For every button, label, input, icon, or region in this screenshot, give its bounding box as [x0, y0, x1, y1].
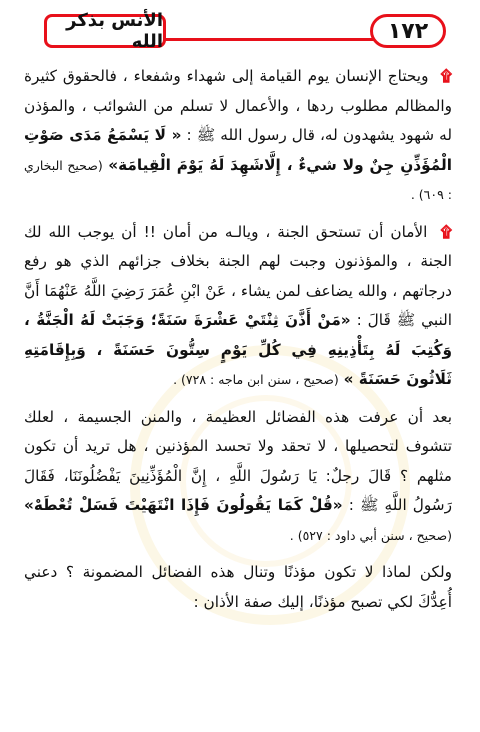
page-number: ١٧٢ [370, 14, 446, 48]
paragraph-text: الأمان أن تستحق الجنة ، ويالـه من أمان !! أن يوجب الله لك الجنة ، والمؤذنون وجبت لهم الجنة بخلاف جزائهم الذي هو رفع درجاتهم ، والله يضاعف لمن يشاء ، عَنْ ابْنِ عُمَرَ رَضِيَ اللَّهُ عَنْهُمَا أَنَّ النبي ﷺ قَالَ : [24, 222, 452, 329]
hadith-reference: (صحيح ، سنن أبي داود : ٥٢٧) . [289, 527, 452, 543]
paragraph [24, 218, 452, 395]
bullet-icon: ۩ [440, 67, 452, 85]
hadith-reference: (صحيح ، سنن ابن ماجه : ٧٢٨) . [173, 372, 339, 387]
running-title: الأنس بذكر الله [44, 14, 166, 48]
bullet-icon: ۩ [440, 222, 452, 241]
paragraph [24, 403, 452, 551]
hadith-quote: « لَا يَسْمَعُ مَدَى صَوْتِ الْمُؤَذِّنِ جِنٌ ولا شيءٌ ، إِلَّاشَهِدَ لَهُ يَوْمَ الْقِيامَة» [24, 126, 452, 174]
hadith-quote: «قُلْ كَمَا يَقُولُونَ فَإِذَا انْتَهَيْتَ فَسَلْ تُعْطَهْ» [24, 496, 343, 514]
paragraph [24, 558, 452, 617]
paragraph-text: ولكن لماذا لا تكون مؤذنًا وتنال هذه الفضائل المضمونة ؟ دعني أُعِدُّكَ لكي تصبح مؤذنًا، إليك صفة الأذان : [24, 563, 452, 611]
hadith-reference: (صحيح البخاري : ٦٠٩) . [24, 157, 452, 202]
paragraph-text: ويحتاج الإنسان يوم القيامة إلى شهداء وشفعاء ، فالحقوق كثيرة والمظالم مطلوب ردها ، والأعمال لا تسلم من الشوائب ، والمؤذن له شهود يشهدون له، قال رسول الله ﷺ : [24, 67, 452, 144]
hadith-quote: «مَنْ أَذَّنَ ثِنْتَيْ عَشْرَةَ سَنَةً؛ وَجَبَتْ لَهُ الْجَنَّةُ ، وَكُتِبَ لَهُ بِتَأْذِينِهِ فِي كُلِّ يَوْمٍ سِتُّونَ حَسَنَةً ، وَبِإِقَامَتِهِ ثَلَاثُونَ حَسَنَةً » [24, 311, 452, 388]
paragraph [24, 62, 452, 210]
page-header [44, 10, 446, 50]
page-body [24, 62, 452, 617]
paragraph-text: بعد أن عرفت هذه الفضائل العظيمة ، والمنن الجسيمة ، لعلك تتشوف لتحصيلها ، لا تحقد ولا تحسد المؤذنين ، هل تريد أن تكون مثلهم ؟ قَالَ رجلٌ: يَا رَسُولَ اللَّهِ ، إِنَّ الْمُؤَذِّنِينَ يَفْضُلُونَنَا، فَقَالَ رَسُولُ اللَّهِ ﷺ : [24, 407, 452, 514]
